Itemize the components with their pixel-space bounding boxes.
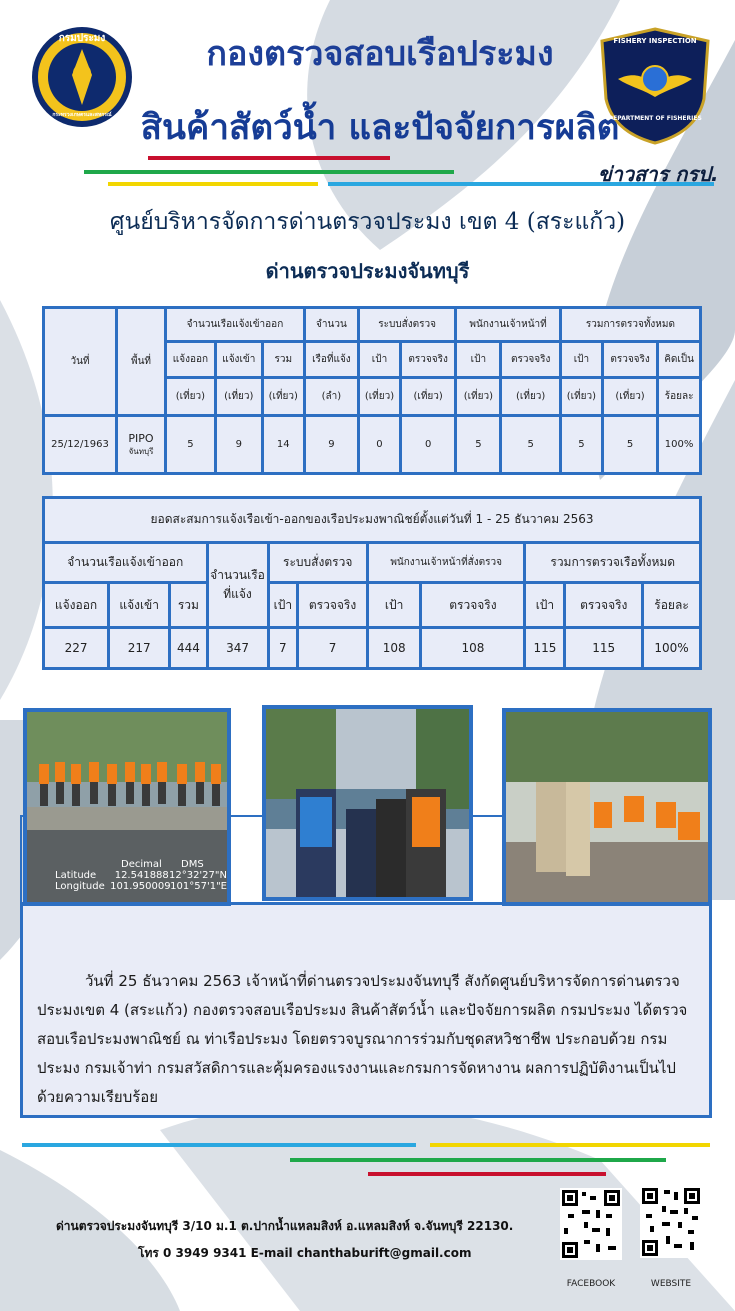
footer-line-cyan xyxy=(22,1143,416,1147)
row-value: 7 xyxy=(268,628,298,669)
cumulative-inspection-table xyxy=(42,496,702,670)
footer-line-yellow xyxy=(430,1143,710,1147)
sub-label: เป้า xyxy=(367,583,421,628)
row-value: 0 xyxy=(358,416,400,474)
gps-col-decimal: Decimal xyxy=(121,859,162,870)
group-total-header: รวมการตรวจเรือทั้งหมด xyxy=(525,542,701,583)
footer-line-green xyxy=(290,1158,666,1162)
unit-label: (เที่ยว) xyxy=(401,378,456,416)
row-value: 217 xyxy=(109,628,170,669)
sub-label: ตรวจจริง xyxy=(565,583,643,628)
photo-temperature-screening xyxy=(502,708,712,906)
badge-text-top: FISHERY INSPECTION xyxy=(613,37,697,45)
news-paragraph: วันที่ 25 ธันวาคม 2563 เจ้าหน้าที่ด่านตรวจประมงจันทบุรี สังกัดศูนย์บริหารจัดการด่านตรวจประมงเขต 4 (สระแก้ว) กองตรวจสอบเรือประมง สินค้าสัตว์น้ำ และปัจจัยการผลิต กรมประมง ได้ตรวจสอบเรือประมงพาณิชย์ ณ ท่าเรือประมง โดยตรวจบูรณาการร่วมกับชุดสหวิชาชีพ ประกอบด้วย กรมประมง กรมเจ้าท่า กรมสวัสดิการและคุ้มครองแรงงานและกรมการจัดหางาน ผลการปฏิบัติงานเป็นไปด้วยความเรียบร้อย xyxy=(37,972,688,1106)
row-value: 5 xyxy=(456,416,501,474)
unit-label: (เที่ยว) xyxy=(215,378,262,416)
main-title-line2: สินค้าสัตว์น้ำ และปัจจัยการผลิต xyxy=(140,108,620,148)
row-value: 14 xyxy=(262,416,304,474)
group-count-header: จำนวน xyxy=(304,308,358,342)
unit-label: (เที่ยว) xyxy=(456,378,501,416)
row-value: 5 xyxy=(501,416,560,474)
sub-label: ตรวจจริง xyxy=(501,342,560,378)
sub-label: ตรวจจริง xyxy=(401,342,456,378)
sub-label: รวม xyxy=(262,342,304,378)
facebook-qr[interactable] xyxy=(560,1188,622,1288)
table-caption: ยอดสะสมการแจ้งเรือเข้า-ออกของเรือประมงพาณิชย์ตั้งแต่วันที่ 1 - 25 ธันวาคม 2563 xyxy=(44,498,701,543)
sub-label: ตรวจจริง xyxy=(298,583,368,628)
row-value: 9 xyxy=(215,416,262,474)
website-qr[interactable] xyxy=(640,1186,702,1289)
row-date: 25/12/1963 xyxy=(44,416,117,474)
footer-contact: โทร 0 3949 9341 E-mail chanthaburift@gmail.com xyxy=(138,1246,472,1260)
group-count-header: จำนวนเรือที่แจ้ง xyxy=(207,542,268,627)
group-system-header: ระบบสั่งตรวจ xyxy=(268,542,367,583)
sub-label: เรือที่แจ้ง xyxy=(304,342,358,378)
row-value: 115 xyxy=(525,628,565,669)
photo-crew-lineup xyxy=(23,708,231,906)
row-value: 0 xyxy=(401,416,456,474)
sub-label: เป้า xyxy=(358,342,400,378)
divider-green xyxy=(84,170,454,174)
group-report-header: จำนวนเรือแจ้งเข้าออก xyxy=(166,308,305,342)
unit-label: (ลำ) xyxy=(304,378,358,416)
unit-label: (เที่ยว) xyxy=(262,378,304,416)
facebook-label: FACEBOOK xyxy=(566,1279,616,1289)
unit-label: (เที่ยว) xyxy=(501,378,560,416)
table-row xyxy=(44,628,701,669)
group-system-header: ระบบสั่งตรวจ xyxy=(358,308,455,342)
row-value: 227 xyxy=(44,628,109,669)
footer-address: ด่านตรวจประมงจันทบุรี 3/10 ม.1 ต.ปากน้ำแหลมสิงห์ อ.แหลมสิงห์ จ.จันทบุรี 22130. xyxy=(56,1219,514,1233)
photo-document-check xyxy=(262,705,473,901)
row-value: 444 xyxy=(170,628,207,669)
sub-label: แจ้งออก xyxy=(44,583,109,628)
facebook-qr-code xyxy=(560,1188,622,1260)
gps-lon-dec: 101.950009 xyxy=(110,881,171,892)
sub-label: คิดเป็น xyxy=(658,342,701,378)
sub-label: เป้า xyxy=(456,342,501,378)
sub-label: ตรวจจริง xyxy=(602,342,657,378)
row-value: 100% xyxy=(643,628,701,669)
row-value: 108 xyxy=(367,628,421,669)
gps-lat-dec: 12.541888 xyxy=(114,870,169,881)
footer-line-red xyxy=(368,1172,606,1176)
checkpoint-title: ด่านตรวจประมงจันทบุรี xyxy=(265,259,470,283)
unit-label: ร้อยละ xyxy=(658,378,701,416)
row-value: 5 xyxy=(602,416,657,474)
unit-label: (เที่ยว) xyxy=(560,378,602,416)
sub-label: เป้า xyxy=(268,583,298,628)
department-logo-text-top: กรมประมง xyxy=(58,33,106,44)
sub-label: ร้อยละ xyxy=(643,583,701,628)
website-label: WEBSITE xyxy=(650,1279,692,1289)
department-logo xyxy=(30,25,134,129)
group-report-header: จำนวนเรือแจ้งเข้าออก xyxy=(44,542,208,583)
gps-lon-label: Longitude xyxy=(55,881,105,892)
row-value: 7 xyxy=(298,628,368,669)
row-value: 108 xyxy=(421,628,525,669)
main-title-line1: กองตรวจสอบเรือประมง xyxy=(206,34,554,74)
center-title: ศูนย์บริหารจัดการด่านตรวจประมง เขต 4 (สระแก้ว) xyxy=(109,209,626,235)
row-value: 100% xyxy=(658,416,701,474)
row-area-line2: จันทบุรี xyxy=(128,446,154,456)
sub-label: แจ้งเข้า xyxy=(215,342,262,378)
row-area-line1: PIPO xyxy=(128,431,154,445)
group-staff-header: พนักงานเจ้าหน้าที่สั่งตรวจ xyxy=(367,542,525,583)
sub-label: เป้า xyxy=(525,583,565,628)
divider-red xyxy=(148,156,390,160)
gps-lat-label: Latitude xyxy=(55,870,97,881)
textbox-connector-left xyxy=(20,815,22,905)
sub-label: แจ้งออก xyxy=(166,342,216,378)
news-label: ข่าวสาร กรป. xyxy=(598,162,719,186)
gps-lon-dms: 101°57'1"E xyxy=(170,881,227,892)
unit-label: (เที่ยว) xyxy=(166,378,216,416)
row-value: 9 xyxy=(304,416,358,474)
divider-yellow xyxy=(108,182,318,186)
gps-overlay xyxy=(31,859,227,892)
group-total-header: รวมการตรวจทั้งหมด xyxy=(560,308,700,342)
gps-lat-dms: 12°32'27"N xyxy=(168,870,227,881)
row-value: 347 xyxy=(207,628,268,669)
row-value: 5 xyxy=(166,416,216,474)
sub-label: แจ้งเข้า xyxy=(109,583,170,628)
gps-col-dms: DMS xyxy=(181,859,204,870)
col-date-header: วันที่ xyxy=(44,308,117,416)
footer-divider-lines xyxy=(0,1140,735,1180)
department-logo-text-bottom: กระทรวงเกษตรและสหกรณ์ xyxy=(52,112,112,118)
unit-label: (เที่ยว) xyxy=(602,378,657,416)
col-area-header: พื้นที่ xyxy=(117,308,166,416)
sub-label: รวม xyxy=(170,583,207,628)
badge-text-bottom: DEPARTMENT OF FISHERIES xyxy=(608,115,702,122)
sub-label: ตรวจจริง xyxy=(421,583,525,628)
row-value: 115 xyxy=(565,628,643,669)
group-staff-header: พนักงานเจ้าหน้าที่ xyxy=(456,308,561,342)
sub-label: เป้า xyxy=(560,342,602,378)
news-text-box xyxy=(20,902,712,1118)
unit-label: (เที่ยว) xyxy=(358,378,400,416)
website-qr-code xyxy=(640,1186,702,1258)
daily-inspection-table xyxy=(42,306,702,475)
table-row xyxy=(44,416,701,474)
row-value: 5 xyxy=(560,416,602,474)
row-area xyxy=(117,416,166,474)
